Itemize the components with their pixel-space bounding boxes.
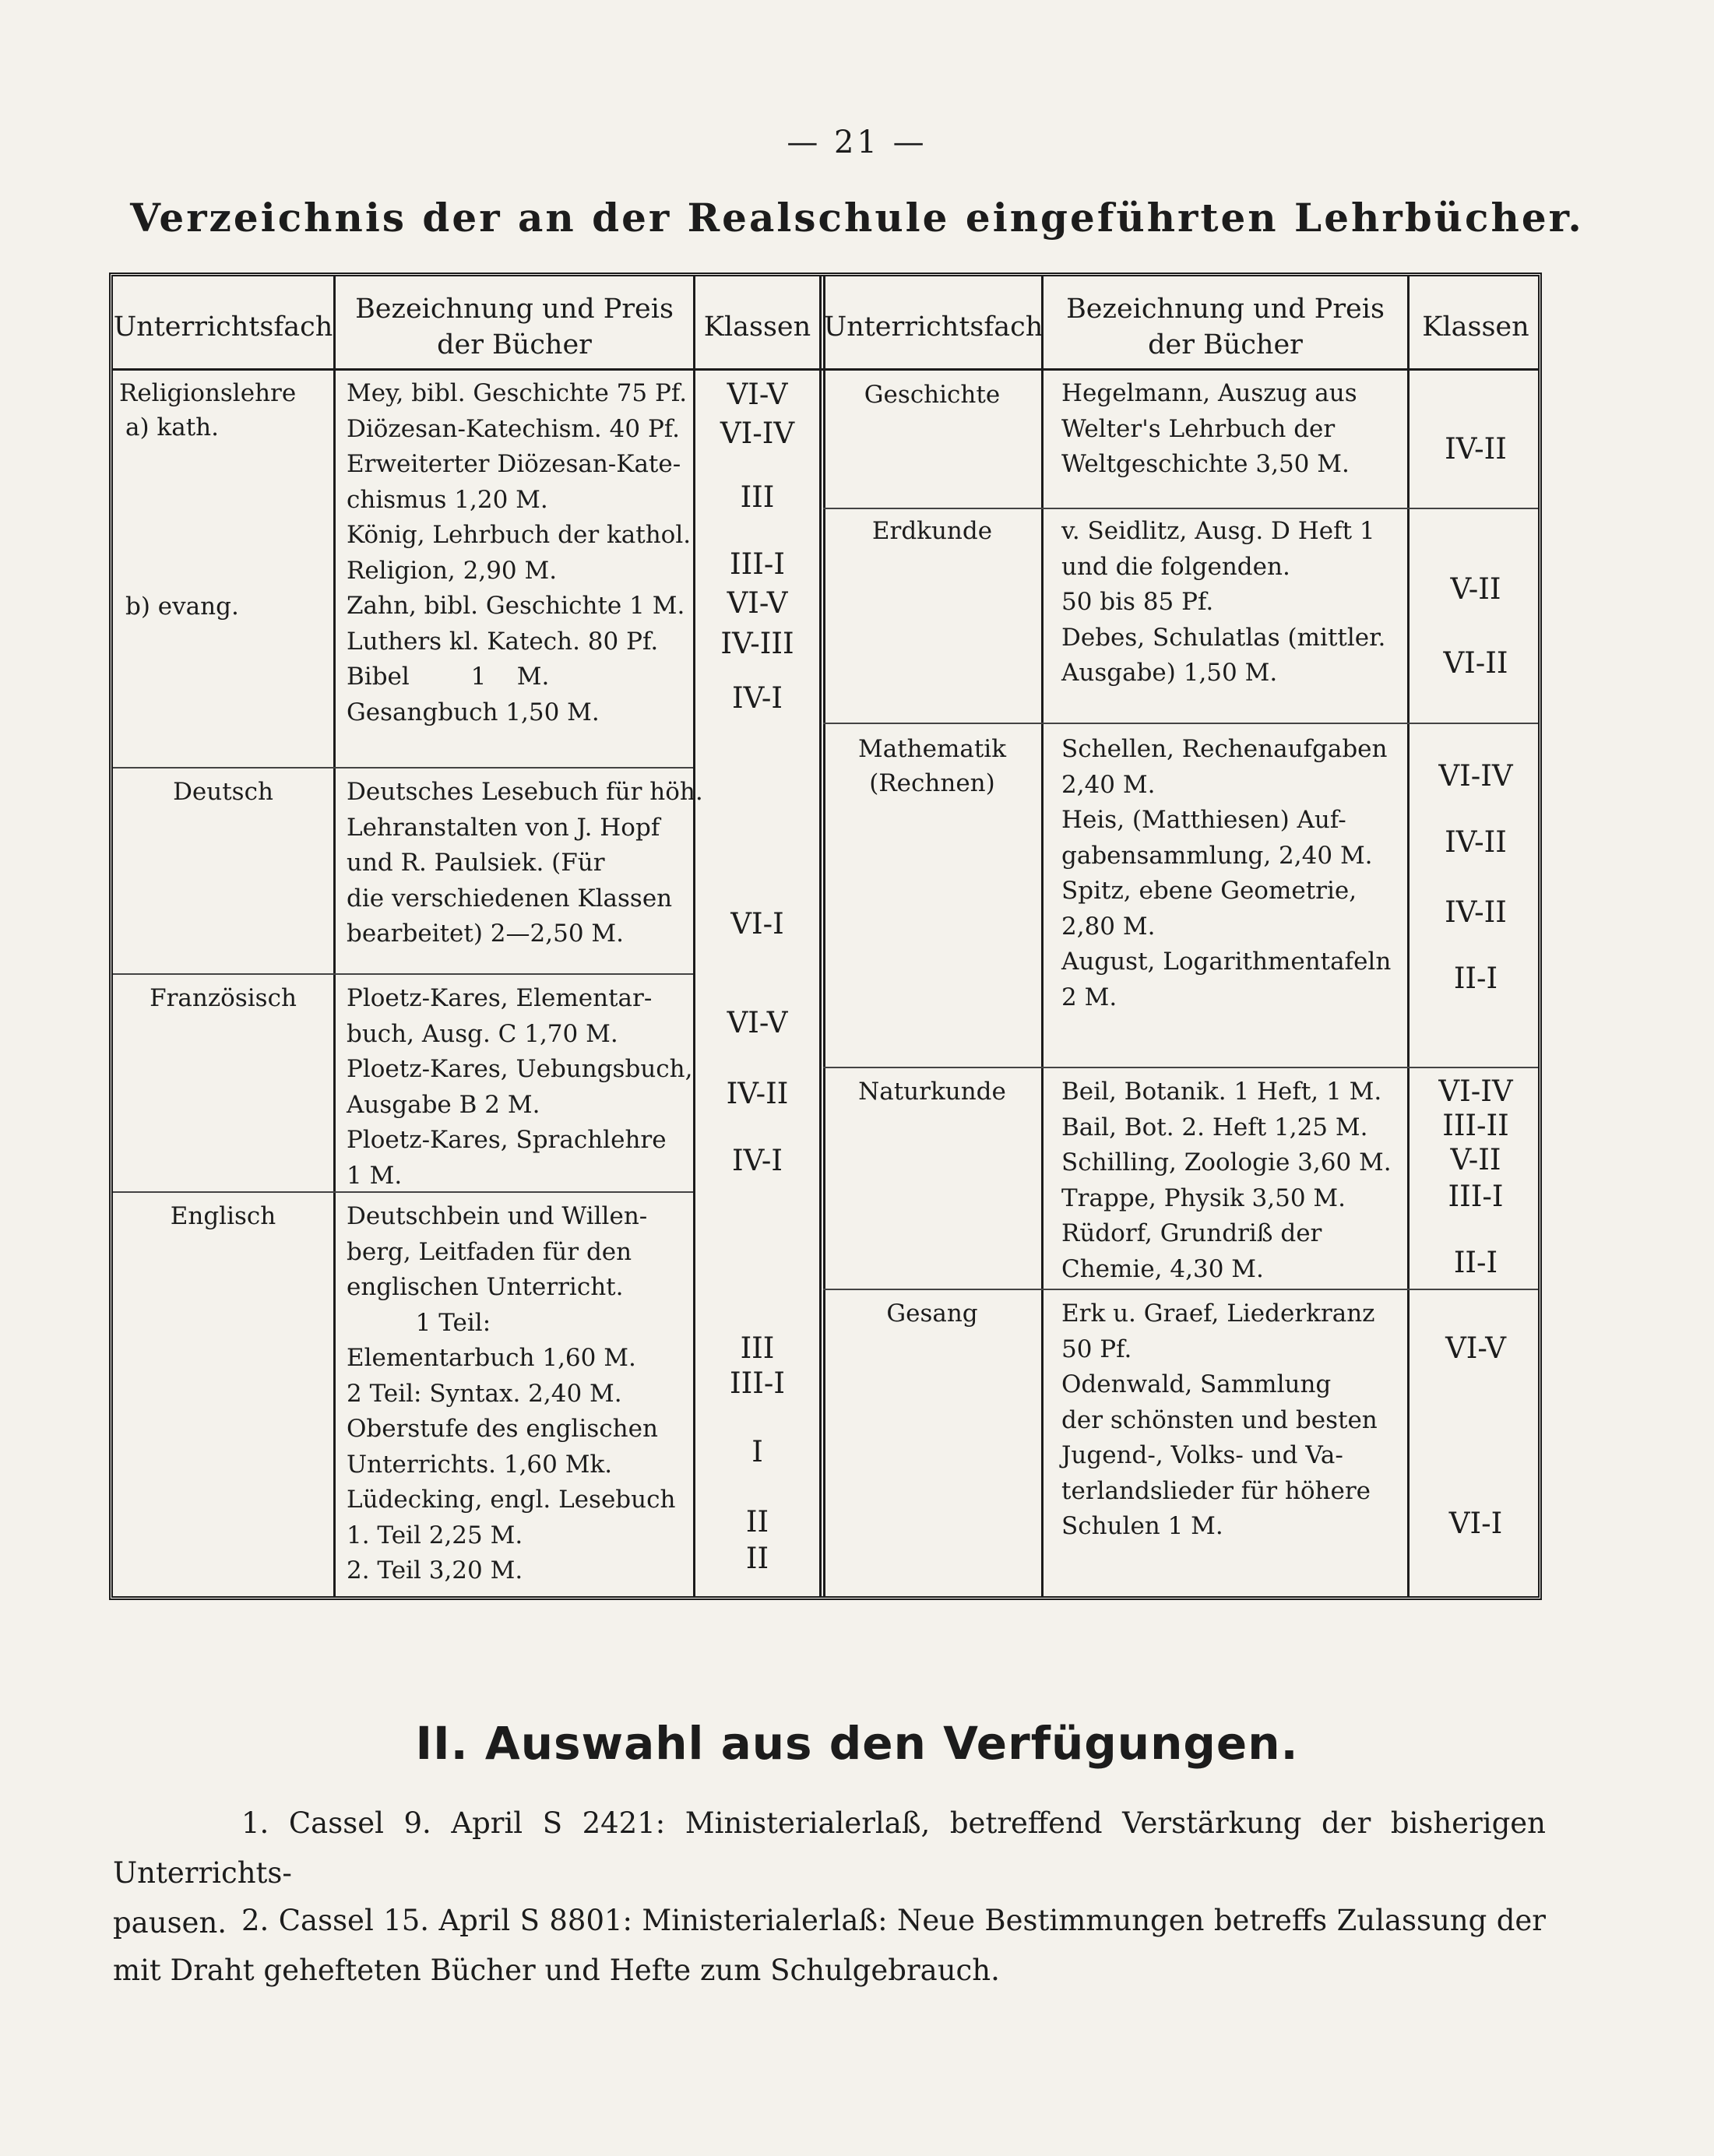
row-rule — [113, 973, 693, 975]
classes-mathematik-4: II-I — [1453, 962, 1498, 995]
decree-2-line-1: 2. Cassel 15. April S 8801: Ministerialerlaß: Neue Bestimmungen betreffs Zulassung der — [241, 1904, 1546, 1937]
classes-englisch-5: II — [745, 1542, 769, 1575]
classes-erdkunde-2: VI-II — [1443, 646, 1508, 680]
classes-naturkunde-4: III-I — [1448, 1180, 1504, 1213]
classes-religion-1: VI-V — [727, 378, 788, 411]
column-rule — [1407, 276, 1410, 1596]
classes-geschichte: IV-II — [1445, 432, 1507, 466]
classes-englisch-4: II — [745, 1505, 769, 1539]
row-rule — [823, 508, 1538, 509]
section-heading: II. Auswahl aus den Verfügungen. — [415, 1717, 1299, 1770]
classes-erdkunde-1: V-II — [1450, 572, 1501, 606]
classes-franz-3: IV-I — [731, 1144, 783, 1177]
classes-religion-5: VI-V — [727, 586, 788, 620]
books-mathematik: Schellen, Rechenaufgaben 2,40 M. Heis, (Matthiesen) Auf- gabensammlung, 2,40 M. Spitz, ebene Geometrie, 2,80 M. August, Logarithmentafeln 2 M. — [1061, 735, 1392, 1011]
subject-religion: Religionslehre — [119, 379, 297, 407]
classes-deutsch: VI-I — [730, 907, 784, 941]
subject-gesang: Gesang — [886, 1300, 978, 1328]
header-classes-right: Klassen — [1422, 311, 1529, 343]
classes-naturkunde-1: VI-IV — [1438, 1074, 1513, 1108]
books-franzoesisch: Ploetz-Kares, Elementar- buch, Ausg. C 1,70 M. Ploetz-Kares, Uebungsbuch, Ausgabe B 2 M. Ploetz-Kares, Sprachlehre 1 M. — [347, 984, 693, 1190]
table-title: Verzeichnis der an der Realschule eingeführten Lehrbücher. — [130, 195, 1584, 241]
classes-religion-7: IV-I — [731, 681, 783, 715]
subject-franzoesisch: Französisch — [150, 984, 297, 1012]
books-deutsch: Deutsches Lesebuch für höh. Lehranstalten von J. Hopf und R. Paulsiek. (Für die verschiedenen Klassen bearbeitet) 2—2,50 M. — [347, 778, 703, 948]
classes-mathematik-3: IV-II — [1445, 895, 1507, 929]
textbook-table — [109, 273, 1542, 1600]
classes-franz-2: IV-II — [726, 1077, 789, 1110]
column-rule — [819, 276, 822, 1596]
column-rule — [1041, 276, 1044, 1596]
decree-2-line-2: mit Draht gehefteten Bücher und Hefte zum Schulgebrauch. — [113, 1954, 1000, 1987]
classes-religion-3: III — [740, 480, 775, 514]
books-erdkunde: v. Seidlitz, Ausg. D Heft 1 und die folgenden. 50 bis 85 Pf. Debes, Schulatlas (mittler. Ausgabe) 1,50 M. — [1061, 517, 1386, 687]
header-classes-left: Klassen — [703, 311, 811, 343]
subject-geschichte: Geschichte — [864, 381, 1001, 409]
subject-religion-kath: a) kath. — [125, 413, 219, 441]
classes-gesang-2: VI-I — [1448, 1507, 1503, 1540]
row-rule — [823, 1067, 1538, 1068]
column-rule — [333, 276, 336, 1596]
decree-paragraph-2 — [113, 1896, 1546, 1996]
classes-mathematik-2: IV-II — [1445, 825, 1507, 859]
row-rule — [823, 1289, 1538, 1290]
classes-religion-2: VI-IV — [720, 417, 795, 450]
books-geschichte: Hegelmann, Auszug aus Welter's Lehrbuch der Weltgeschichte 3,50 M. — [1061, 379, 1357, 478]
classes-naturkunde-2: III-II — [1442, 1109, 1509, 1142]
classes-englisch-1: III — [740, 1331, 775, 1365]
classes-religion-6: IV-III — [720, 627, 794, 660]
decree-1-line-2: pausen. — [113, 1906, 227, 1940]
subject-deutsch: Deutsch — [173, 778, 273, 806]
subject-erdkunde: Erdkunde — [871, 517, 993, 545]
classes-naturkunde-3: V-II — [1450, 1143, 1501, 1176]
books-naturkunde: Beil, Botanik. 1 Heft, 1 M. Bail, Bot. 2. Heft 1,25 M. Schilling, Zoologie 3,60 M. Trappe, Physik 3,50 M. Rüdorf, Grundriß der Chemie, 4,30 M. — [1061, 1078, 1392, 1283]
header-books-left: Bezeichnung und Preis der Bücher — [355, 294, 674, 361]
classes-religion-4: III-I — [730, 547, 785, 581]
subject-naturkunde: Naturkunde — [858, 1078, 1006, 1106]
row-rule — [823, 723, 1538, 724]
books-gesang: Erk u. Graef, Liederkranz 50 Pf. Odenwald, Sammlung der schönsten und besten Jugend-, Volks- und Va- terlandslieder für höhere Schulen 1 M. — [1061, 1300, 1378, 1540]
subject-religion-evang: b) evang. — [125, 593, 239, 621]
books-englisch: Deutschbein und Willen- berg, Leitfaden für den englischen Unterricht. 1 Teil: Elementarbuch 1,60 M. 2 Teil: Syntax. 2,40 M. Oberstufe des englischen Unterrichts. 1,60 Mk. Lüdecking, engl. Lesebuch 1. Teil 2,25 M. 2. Teil 3,20 M. — [347, 1202, 676, 1584]
classes-gesang-1: VI-V — [1445, 1331, 1506, 1365]
subject-englisch: Englisch — [170, 1202, 276, 1230]
row-rule — [113, 767, 693, 768]
classes-englisch-3: I — [751, 1435, 763, 1468]
classes-naturkunde-5: II-I — [1453, 1246, 1498, 1279]
column-rule — [823, 276, 825, 1596]
page-number: — 21 — — [787, 125, 927, 160]
header-books-right: Bezeichnung und Preis der Bücher — [1066, 294, 1385, 361]
header-subject-right: Unterrichtsfach — [823, 311, 1044, 343]
classes-englisch-2: III-I — [730, 1366, 785, 1400]
classes-mathematik-1: VI-IV — [1438, 759, 1513, 793]
header-subject-left: Unterrichtsfach — [113, 311, 333, 343]
decree-1-line-1: 1. Cassel 9. April S 2421: Ministerialerlaß, betreffend Verstärkung der bisherigen Unterrichts- — [113, 1806, 1546, 1890]
books-religion: Mey, bibl. Geschichte 75 Pf. Diözesan-Katechism. 40 Pf. Erweiterter Diözesan-Kate- chismus 1,20 M. König, Lehrbuch der kathol. Religion, 2,90 M. Zahn, bibl. Geschichte 1 M. Luthers kl. Katech. 80 Pf. Bibel 1 M. Gesangbuch 1,50 M. — [347, 379, 692, 726]
subject-mathematik: Mathematik (Rechnen) — [857, 735, 1007, 797]
classes-franz-1: VI-V — [727, 1006, 788, 1039]
